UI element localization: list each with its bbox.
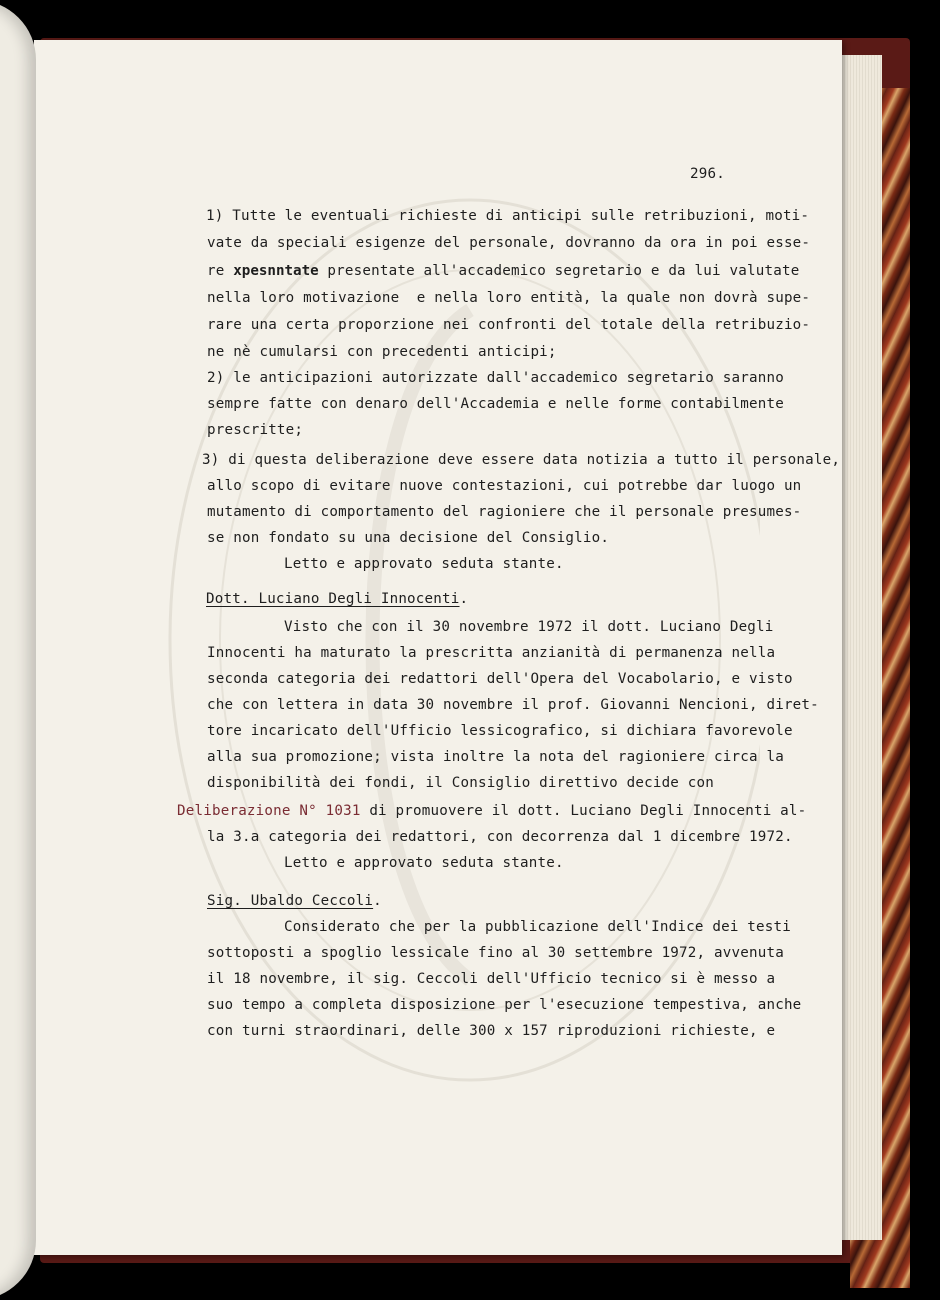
text-line: ne nè cumularsi con precedenti anticipi;	[207, 344, 557, 360]
text-line: Visto che con il 30 novembre 1972 il dott. Luciano Degli	[284, 619, 774, 635]
heading-name: Dott. Luciano Degli Innocenti	[206, 591, 460, 607]
text-fragment: di promuovere il dott. Luciano Degli Innocenti al-	[360, 803, 807, 819]
deliberation-number: Deliberazione N° 1031	[177, 803, 361, 819]
text-line: Considerato che per la pubblicazione dell'Indice dei testi	[284, 919, 792, 935]
heading-period: .	[373, 893, 382, 909]
text-line: 3) di questa deliberazione deve essere data notizia a tutto il personale,	[202, 452, 841, 468]
text-line: nella loro motivazione e nella loro entità, la quale non dovrà supe-	[207, 290, 811, 306]
text-line: 2) le anticipazioni autorizzate dall'accademico segretario saranno	[207, 370, 784, 386]
text-line: Letto e approvato seduta stante.	[284, 855, 564, 871]
text-line: seconda categoria dei redattori dell'Opera del Vocabolario, e visto	[207, 671, 793, 687]
text-line: Innocenti ha maturato la prescritta anzianità di permanenza nella	[207, 645, 776, 661]
text-fragment: presentate all'accademico segretario e da lui valutate	[318, 263, 800, 279]
heading-name: Sig. Ubaldo Ceccoli	[207, 893, 374, 909]
text-line: sottoposti a spoglio lessicale fino al 30 settembre 1972, avvenuta	[207, 945, 784, 961]
text-line: Letto e approvato seduta stante.	[284, 556, 564, 572]
section-heading	[206, 589, 468, 609]
text-line	[177, 801, 806, 821]
page-number: 296.	[690, 166, 725, 182]
text-line: alla sua promozione; vista inoltre la nota del ragioniere circa la	[207, 749, 784, 765]
text-fragment: re	[207, 263, 234, 279]
struck-through-word: xpesnntate	[233, 263, 319, 279]
text-line: mutamento di comportamento del ragioniere che il personale presumes-	[207, 504, 802, 520]
text-line: che con lettera in data 30 novembre il prof. Giovanni Nencioni, diret-	[207, 697, 819, 713]
text-line: 1) Tutte le eventuali richieste di anticipi sulle retribuzioni, moti-	[206, 208, 810, 224]
text-line: il 18 novembre, il sig. Ceccoli dell'Ufficio tecnico si è messo a	[207, 971, 776, 987]
text-line: vate da speciali esigenze del personale, dovranno da ora in poi esse-	[207, 235, 811, 251]
text-line: con turni straordinari, delle 300 x 157 riproduzioni richieste, e	[207, 1023, 776, 1039]
heading-period: .	[459, 591, 469, 607]
text-line: tore incaricato dell'Ufficio lessicografico, si dichiara favorevole	[207, 723, 793, 739]
text-line: allo scopo di evitare nuove contestazioni, cui potrebbe dar luogo un	[207, 478, 802, 494]
text-line: disponibilità dei fondi, il Consiglio direttivo decide con	[207, 775, 715, 791]
text-line: sempre fatte con denaro dell'Accademia e nelle forme contabilmente	[207, 396, 784, 412]
text-line: la 3.a categoria dei redattori, con decorrenza dal 1 dicembre 1972.	[207, 829, 793, 845]
text-line: se non fondato su una decisione del Consiglio.	[207, 530, 610, 546]
text-line	[207, 261, 799, 281]
section-heading	[207, 891, 382, 911]
text-line: rare una certa proporzione nei confronti del totale della retribuzio-	[207, 317, 811, 333]
text-line: prescritte;	[207, 422, 304, 438]
text-line: suo tempo a completa disposizione per l'esecuzione tempestiva, anche	[207, 997, 802, 1013]
